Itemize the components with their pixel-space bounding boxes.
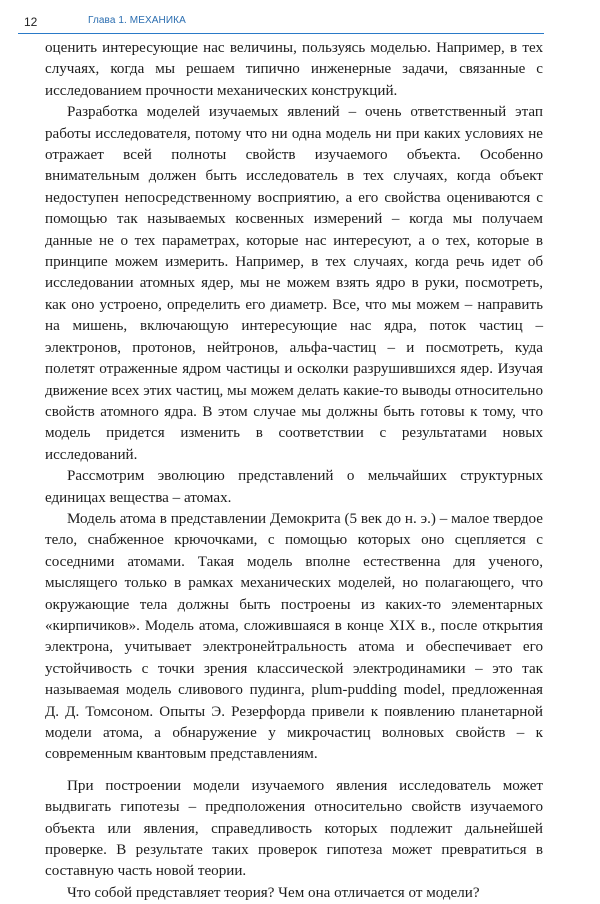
paragraph-gap — [45, 766, 543, 776]
paragraph-atom-models: Модель атома в представлении Демокрита (5 век до н. э.) – малое твердое тело, снабженное крючочками, с помощью которых оно сцепляется с соседними атомами. Такая модель вполне естественна для ученого, мыслящего только в рамках механических моделей, но полагающего, что окружающие тела должны быть построены из каких-то элементарных «кирпичиков». Модель атома, сложившаяся в конце XIX в., после открытия электрона, учитывает электронейтральность атома и обеспечивает его устойчивость с точки зрения классической электродинамики – это так называемая модель сливового пудинга, plum-pudding model, предложенная Д. Д. Томсоном. Опыты Э. Резерфорда привели к появлению планетарной модели атома, а обнаружение у микрочастиц волновых свойств – к современным квантовым представлениям. — [45, 510, 543, 763]
paragraph-hypotheses: При построении модели изучаемого явления исследователь может выдвигать гипотезы – предположения относительно свойств изучаемого объекта или явления, справедливость которых подлежит дальнейшей проверке. В результате таких проверок гипотеза может превратиться в составную часть новой теории. — [45, 777, 543, 880]
page-header — [18, 8, 544, 34]
page-number: 12 — [24, 15, 38, 29]
paragraph-theory-question: Что собой представляет теория? Чем она отличается от модели? — [67, 884, 480, 901]
paragraph-continuation: оценить интересующие нас величины, пользуясь моделью. Например, в тех случаях, когда мы решаем типично инженерные задачи, связанные с исследованием прочности механических конструкций. — [45, 40, 543, 99]
paragraph-model-development: Разработка моделей изучаемых явлений – очень ответственный этап работы исследователя, потому что ни одна модель ни при каких условиях не отражает всей полноты свойств изучаемого объекта. Особенно внимательным должен быть исследователь в тех случаях, когда объект недоступен непосредственному восприятию, а его свойства оцениваются с помощью так называемых косвенных измерений – когда мы получаем данные не о тех параметрах, которые нас интересуют, а о тех, которые в принципе можем измерить. Например, в тех случаях, когда речь идет об исследовании атомных ядер, мы не можем взять ядро в руки, посмотреть, как оно устроено, определить его диаметр. Все, что мы можем – направить на мишень, включающую интересующие нас ядра, поток частиц – электронов, протонов, нейтронов, альфа-частиц – и посмотреть, куда полетят отраженные ядром частицы и осколки разрушившихся ядер. Изучая движение всех этих частиц, мы можем делать какие-то выводы относительно свойств атомного ядра. В этом случае мы должны быть готовы к тому, что модель придется изменить в соответствии с результатами новых исследований. — [45, 104, 543, 463]
header-rule — [18, 33, 544, 34]
page-body — [45, 38, 543, 904]
chapter-title: Глава 1. МЕХАНИКА — [88, 15, 186, 26]
paragraph-atom-evolution: Рассмотрим эволюцию представлений о мельчайших структурных единицах вещества – атомах. — [45, 468, 543, 506]
